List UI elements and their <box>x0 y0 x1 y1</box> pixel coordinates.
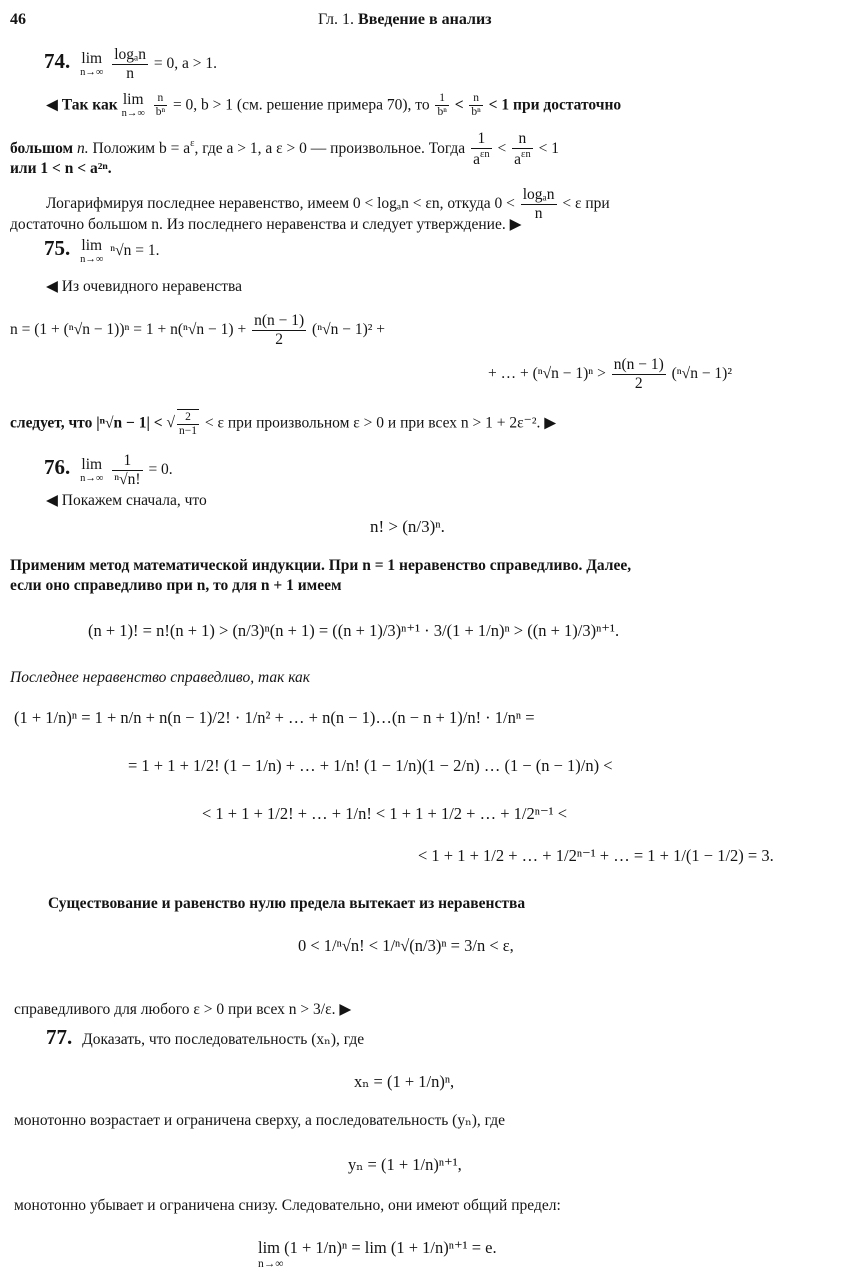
problem-76-intro: ◀ Покажем сначала, что <box>46 492 207 509</box>
sum-line-1: (1 + 1/n)ⁿ = 1 + n/n + n(n − 1)/2! · 1/n² + … + n(n − 1)…(n − n + 1)/n! · 1/nⁿ = <box>14 708 535 727</box>
last-inequality-intro: Последнее неравенство справедливо, так как <box>10 669 311 686</box>
induction-equation: (n + 1)! = n!(n + 1) > (n/3)ⁿ(n + 1) = ((n + 1)/3)ⁿ⁺¹ · 3/(1 + 1/n)ⁿ > ((n + 1)/3)ⁿ⁺¹. <box>88 621 620 640</box>
problem-75-eq-1: n = (1 + (ⁿ√n − 1))ⁿ = 1 + n(ⁿ√n − 1) + $\frac{n(n - 1)}{2}$ (ⁿ√n − 1)² + <box>10 312 385 348</box>
sum-line-2: = 1 + 1 + 1/2! (1 − 1/n) + … + 1/n! (1 − 1/n)(1 − 2/n) … (1 − (n − 1)/n) < <box>128 756 613 775</box>
problem-75-conclusion: следует, что |ⁿ√n − 1| < √ $\frac{2}{n-1}$ < ε при произвольном ε > 0 и при всех n > 1 + 2ε⁻². ▶ <box>10 411 557 438</box>
problem-75-eq-2: + … + (ⁿ√n − 1)ⁿ > $\frac{n(n - 1)}{2}$ (ⁿ√n − 1)² <box>488 356 732 392</box>
fraction: $\frac{\text{logₐn}}{n}$ <box>114 46 147 82</box>
problem-74-statement: 74. lim n→∞ $\frac{\text{logₐn}}{n}$ = 0, a > 1. <box>44 46 218 82</box>
final-inequality: 0 < 1/ⁿ√n! < 1/ⁿ√(n/3)ⁿ = 3/n < ε, <box>298 936 514 955</box>
problem-75-intro: ◀ Из очевидного неравенства <box>46 278 243 295</box>
problem-76-inequality: n! > (n/3)ⁿ. <box>370 517 445 536</box>
problem-77-line-2: монотонно возрастает и ограничена сверху, а последовательность (yₙ), где <box>14 1112 506 1129</box>
common-limit: lim (1 + 1/n)ⁿ = lim (1 + 1/n)ⁿ⁺¹ = e. n→∞ <box>258 1238 497 1270</box>
problem-74-line-1: ◀ Так как lim n→∞ $\frac{n}{\text{bⁿ}}$ = 0, b > 1 (см. решение примера 70), то $\frac{1}{\text{bⁿ}}$ < $\frac{n}{\text{bⁿ}}$ < 1 при достаточно <box>46 91 622 120</box>
running-header <box>318 12 492 28</box>
chapter-title: Введение в анализ <box>358 11 492 28</box>
page-number: 46 <box>10 11 26 28</box>
yn-definition: yₙ = (1 + 1/n)ⁿ⁺¹, <box>348 1155 462 1174</box>
limit-symbol: lim n→∞ <box>80 49 104 78</box>
sum-line-4: < 1 + 1 + 1/2 + … + 1/2ⁿ⁻¹ + … = 1 + 1/(1 − 1/2) = 3. <box>418 846 774 865</box>
xn-definition: xₙ = (1 + 1/n)ⁿ, <box>354 1072 455 1091</box>
problem-77-statement: 77. Доказать, что последовательность (xₙ), где <box>46 1025 365 1049</box>
induction-line-2: если оно справедливо при n, то для n + 1 имеем <box>10 577 342 594</box>
problem-76-statement: 76. lim n→∞ $\frac{1}{\text{ⁿ√n!}}$ = 0. <box>44 452 173 488</box>
problem-77-line-3: монотонно убывает и ограничена снизу. Следовательно, они имеют общий предел: <box>14 1197 561 1214</box>
problem-75-statement: 75. lim n→∞ ⁿ√n = 1. <box>44 236 160 266</box>
existence-line: Существование и равенство нулю предела вытекает из неравенства <box>48 895 526 912</box>
problem-74-line-5: достаточно большом n. Из последнего неравенства и следует утверждение. ▶ <box>10 216 522 233</box>
induction-line-1: Применим метод математической индукции. При n = 1 неравенство справедливо. Далее, <box>10 557 632 574</box>
chapter-label: Гл. 1. <box>318 11 355 28</box>
validity-line: справедливого для любого ε > 0 при всех n > 3/ε. ▶ <box>14 1001 352 1018</box>
problem-74-line-2: большом n. Положим $b = a^\varepsilon$, где a > 1, а ε > 0 — произвольное. Тогда 1 $a^{\varepsilon n}$ < n $a^{\varepsilon n}$ < 1 <box>10 130 559 168</box>
problem-74-line-4: Логарифмируя последнее неравенство, имеем 0 < logₐn < εn, откуда 0 < $\frac{\text{logₐn}}{n}$ < ε при <box>46 186 610 222</box>
sum-line-3: < 1 + 1 + 1/2! + … + 1/n! < 1 + 1 + 1/2 + … + 1/2ⁿ⁻¹ < <box>202 804 568 823</box>
problem-number: 74. <box>44 48 71 73</box>
problem-74-line-3: или 1 < n < a²ⁿ. <box>10 160 112 177</box>
